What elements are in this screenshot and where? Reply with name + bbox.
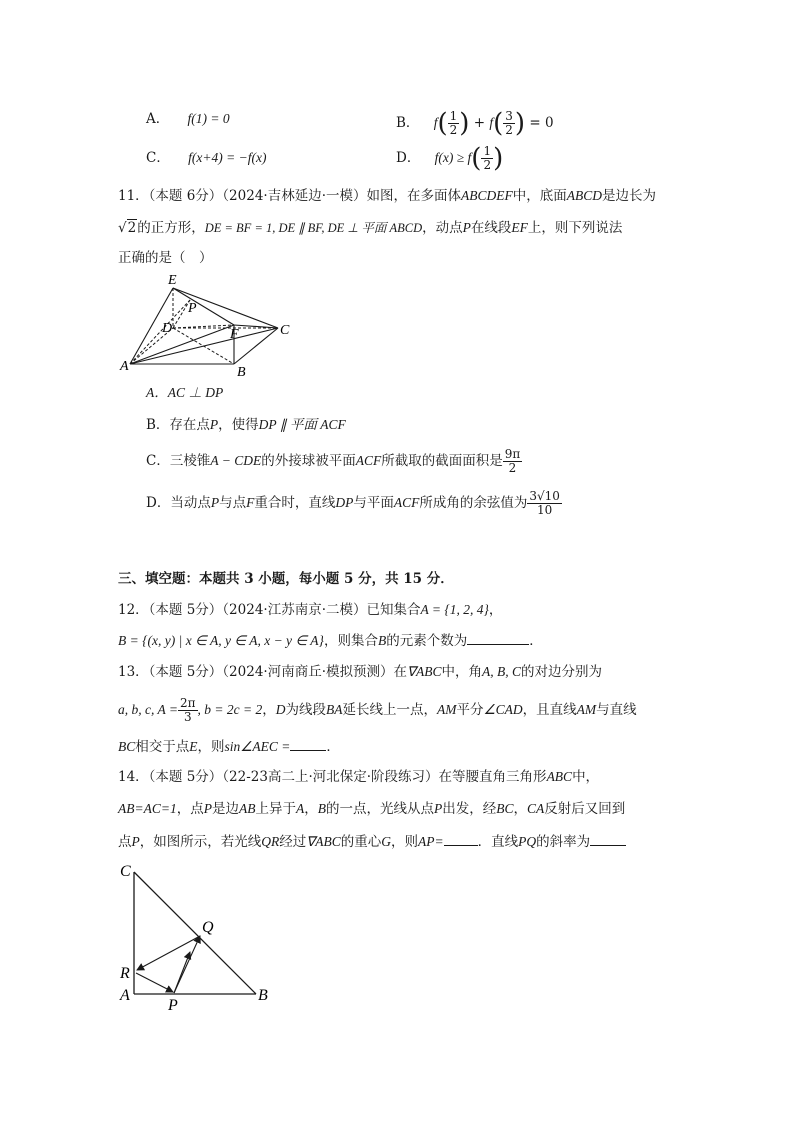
q12-end: ．: [529, 633, 543, 649]
option-label: A．: [146, 111, 170, 127]
q13-line1-c: 中，角: [441, 664, 483, 680]
q13-end: ．: [326, 739, 340, 755]
var-acf: ACF: [393, 495, 420, 510]
frac-num: 1: [449, 109, 458, 123]
q13-triangle: ∇ABC: [407, 664, 442, 679]
q12-set-a: A = {1, 2, 4}: [420, 602, 489, 617]
q11-opt-c-4: ACF: [355, 453, 382, 468]
q14-var-g: G: [381, 834, 392, 849]
q14-line2-p: 反射后又回到: [544, 801, 626, 817]
option-c-expr: f(x+4) = −f(x): [188, 150, 267, 165]
frac-num: 3√10: [529, 489, 560, 503]
frac-den: 2: [505, 123, 513, 137]
q12-line2-b: ，则集合: [323, 633, 378, 649]
paren: ): [493, 143, 504, 174]
q13-line2-b: , b = 2c = 2: [197, 702, 263, 717]
q12-line1: [118, 601, 502, 619]
q11-opt-d-5: 所成角的余弦值为: [419, 495, 528, 511]
two-pi-third-frac: [178, 697, 198, 724]
q14-triangle: ∇ABC: [306, 834, 341, 849]
q14-var-p3: P: [131, 834, 140, 849]
q11-opt-c-1: C．三棱锥: [146, 453, 211, 469]
label-c: C: [280, 323, 290, 338]
q13-var-ba: BA: [326, 702, 343, 717]
q11-line2-d: 上，则下列说法: [527, 220, 623, 236]
q14-var-ab: AB: [238, 801, 256, 816]
q13-line2-a: a, b, c, A =: [118, 702, 178, 717]
q12-var-b: B: [377, 633, 387, 648]
q10-option-c: [146, 149, 266, 167]
sqrt-value: 2: [127, 220, 137, 236]
q13-var-e: E: [189, 739, 198, 754]
q11-option-b: [146, 416, 346, 434]
side-cb: [134, 872, 256, 994]
answer-blank[interactable]: [467, 631, 529, 645]
q13-line2-i: 平分: [456, 702, 484, 718]
q12-comma: ，: [488, 602, 503, 618]
frac-num: 1: [483, 144, 492, 158]
q14-var-pq: PQ: [518, 834, 537, 849]
q11-opt-d-4: 与平面: [353, 495, 394, 511]
q11-opt-c-2: A − CDE: [210, 453, 262, 468]
q11-opt-c-3: 的外接球被平面: [261, 453, 356, 469]
q10-option-b: [396, 108, 554, 138]
plus: +: [473, 115, 486, 131]
q11-line2-b: ，动点: [422, 220, 463, 236]
q14-line1: [118, 768, 599, 786]
q13-line3-b: 相交于点: [135, 739, 190, 755]
q11-option-c: [146, 444, 522, 478]
q11-option-d: [146, 486, 562, 520]
q14-line3-a: 点: [118, 834, 132, 850]
sqrt-symbol: √: [118, 220, 127, 236]
edge-af: [130, 325, 234, 364]
option-a-expr: f(1) = 0: [187, 111, 230, 126]
q14-var-qr: QR: [261, 834, 280, 849]
label-c: C: [120, 863, 131, 880]
q11-line3: 正确的是（ ）: [118, 250, 213, 266]
paren: ): [459, 108, 470, 139]
q11-option-a: [146, 384, 223, 402]
section-3-heading: 三、填空题：本题共 3 小题，每小题 5 分，共 15 分．: [118, 571, 454, 587]
q11-opt-d-2: 与点: [219, 495, 247, 511]
half-frac: [448, 110, 460, 137]
q11-stem-line2: [118, 219, 622, 237]
option-d-expr: f(x) ≥ f: [434, 150, 472, 165]
q13-line2-g: 延长线上一点，: [342, 702, 437, 718]
q14-line1-text: 14．（本题 5分）（22-23高二上·河北保定·阶段练习）在等腰直角三角形: [118, 769, 547, 785]
q13-var-am: AM: [437, 702, 457, 717]
option-label: D．: [396, 150, 421, 166]
answer-blank-slope[interactable]: [590, 832, 626, 846]
q14-var-ca: CA: [526, 801, 545, 816]
q14-var-p: P: [203, 801, 212, 816]
q14-line3-c: ，如图所示，若光线: [139, 834, 262, 850]
q11-head: 11．（本题 6分）（2024·吉林延边·一模）如图，在多面体: [118, 188, 461, 204]
var-p: P: [462, 220, 471, 235]
q14-line3: [118, 832, 626, 851]
f-symbol: f: [489, 115, 494, 130]
label-e: E: [168, 273, 177, 288]
q11-stem-line3: [118, 249, 213, 267]
q11-base: ABCD: [566, 188, 602, 203]
three-half-frac: [503, 110, 515, 137]
option-label: B．: [396, 115, 420, 131]
polyhedron-figure: [118, 270, 308, 380]
var-f: F: [246, 495, 255, 510]
q13-angle-cad: ∠CAD: [483, 702, 523, 717]
half-frac: [481, 145, 493, 172]
label-q: Q: [202, 919, 214, 936]
q14-line1-end: 中，: [572, 769, 600, 785]
edge-ap-hidden: [130, 300, 190, 364]
q11-condition: DE = BF = 1, DE ∥ BF, DE ⊥ 平面 ABCD: [204, 221, 423, 235]
q14-line3-k: ．直线: [477, 834, 519, 850]
q14-ap: AP=: [418, 834, 444, 849]
eq-zero: = 0: [529, 115, 554, 131]
q14-line3-e: 经过: [279, 834, 307, 850]
frac-num: 2π: [180, 696, 196, 710]
q13-angles: A, B, C: [482, 664, 522, 679]
label-a: A: [120, 987, 130, 1004]
q13-line1-e: 的对边分别为: [521, 664, 603, 680]
q13-line1-a: 13．（本题 5分）（2024·河南商丘·模拟预测）在: [118, 664, 407, 680]
q14-line3-m: 的斜率为: [536, 834, 591, 850]
frac-num: 3: [505, 109, 513, 123]
q14-line2-b: ，点: [176, 801, 204, 817]
q11-opt-d-1: D．当动点: [146, 495, 211, 511]
f-symbol: f: [433, 115, 438, 130]
q11-mid: 中，底面: [512, 188, 567, 204]
label-r: R: [120, 965, 130, 982]
var-p: P: [210, 495, 220, 510]
ray-qr: [137, 936, 200, 970]
q14-line2-l: 出发，经: [442, 801, 497, 817]
label-d: D: [162, 321, 173, 336]
frac-den: 2: [508, 461, 517, 475]
answer-blank[interactable]: [290, 737, 326, 751]
q13-line3: [118, 737, 340, 756]
q14-line2-j: 的一点，光线从点: [325, 801, 434, 817]
paren: ): [514, 108, 526, 139]
q14-var-bc: BC: [496, 801, 514, 816]
answer-blank-ap[interactable]: [444, 832, 478, 846]
q14-line2-n: ，: [513, 801, 527, 817]
label-f: F: [230, 327, 239, 342]
q14-var-p2: P: [433, 801, 443, 816]
frac-den: 2: [449, 123, 458, 137]
q13-var-am2: AM: [576, 702, 597, 717]
edge-ef: [173, 288, 234, 325]
q14-var-b: B: [317, 801, 326, 816]
q13-sin-aec: sin∠AEC =: [224, 739, 291, 754]
q14-abc: ABC: [546, 769, 573, 784]
q14-line3-g: 的重心: [340, 834, 382, 850]
q13-var-d: D: [275, 702, 286, 717]
q13-line2: [118, 694, 637, 726]
label-a: A: [120, 359, 129, 374]
q12-line1-text: 12．（本题 5分）（2024·江苏南京·二模）已知集合: [118, 602, 421, 618]
var-ef: EF: [511, 220, 528, 235]
q11-tail: 是边长为: [602, 188, 656, 204]
q10-option-d: [396, 143, 503, 173]
q11-opt-c-5: 所截取的截面面积是: [381, 453, 503, 469]
q14-line2-h: ，: [304, 801, 318, 817]
label-p: P: [168, 997, 178, 1014]
frac-den: 2: [483, 158, 492, 172]
q11-opt-b-2: ，使得: [218, 417, 259, 433]
q13-line2-c: ，: [262, 702, 276, 718]
q14-ab-ac: AB=AC=1: [118, 801, 177, 816]
q11-opt-a-text: A．AC ⊥ DP: [146, 385, 224, 400]
var-dp: DP: [335, 495, 354, 510]
q13-line2-e: 为线段: [285, 702, 326, 718]
label-p: P: [188, 301, 197, 316]
paren: (: [493, 108, 504, 139]
q14-line3-i: ，则: [391, 834, 419, 850]
paren: (: [437, 108, 448, 139]
ray-rp: [136, 973, 173, 992]
q12-line2-d: 的元素个数为: [386, 633, 468, 649]
q11-stem-line1: [118, 187, 656, 205]
q11-line2-c: 在线段: [470, 220, 512, 236]
frac-num: 9π: [504, 447, 521, 461]
q12-set-b: B = {(x, y) | x ∈ A, y ∈ A, x − y ∈ A}: [118, 633, 324, 648]
q13-line3-d: ，则: [197, 739, 225, 755]
ray-pq-inner: [174, 952, 190, 993]
q11-opt-d-3: 重合时，直线: [254, 495, 336, 511]
q13-var-bc: BC: [118, 739, 136, 754]
triangle-figure: [116, 860, 286, 1015]
label-b: B: [237, 365, 246, 380]
q11-opt-b-1: B．存在点: [146, 417, 210, 433]
edge-db-hidden: [173, 328, 234, 364]
paren: (: [471, 143, 482, 174]
q11-poly: ABCDEF: [461, 188, 513, 203]
q10-option-a: [146, 110, 230, 128]
var-p: P: [209, 417, 219, 432]
label-b: B: [258, 987, 268, 1004]
q13-line2-k: ，且直线: [522, 702, 577, 718]
q12-line2: [118, 631, 543, 650]
frac-den: 3: [183, 710, 192, 724]
q14-var-a: A: [295, 801, 305, 816]
option-label: C．: [146, 150, 170, 166]
nine-pi-half-frac: [503, 448, 523, 475]
cosine-frac: [527, 490, 562, 517]
frac-den: 10: [536, 503, 553, 517]
q14-line2-f: 上异于: [255, 801, 296, 817]
q14-line2: [118, 800, 625, 818]
q14-line2-d: 是边: [211, 801, 239, 817]
q11-line2-a: 的正方形，: [137, 220, 205, 236]
q11-opt-b-3: DP ∥ 平面 ACF: [258, 417, 346, 432]
q13-line2-m: 与直线: [596, 702, 637, 718]
q13-line1: [118, 663, 602, 681]
